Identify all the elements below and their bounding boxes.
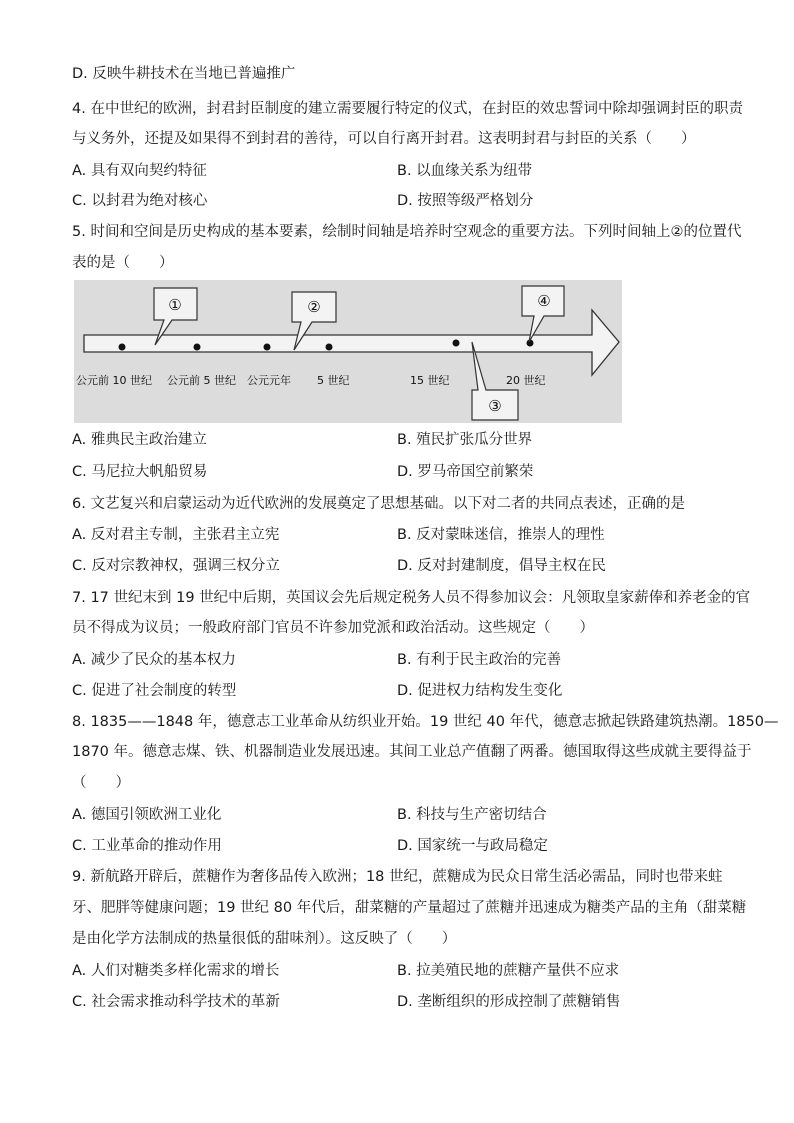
q4-stem-line2: 与义务外，还提及如果得不到封君的善待，可以自行离开封君。这表明封君与封臣的关系（ ） [72, 131, 696, 147]
q9-stem-line1: 9. 新航路开辟后，蔗糖作为奢侈品传入欧洲；18 世纪，蔗糖成为民众日常生活必需品，同时也带来蛀 [72, 869, 723, 885]
q7-option-c: C. 促进了社会制度的转型 [72, 683, 237, 699]
timeline-dot [119, 344, 126, 351]
q9-stem-line3: 是由化学方法制成的热量很低的甜味剂）。这反映了（ ） [72, 931, 457, 947]
timeline-dot [264, 344, 271, 351]
timeline-dot [326, 344, 333, 351]
q5-option-d: D. 罗马帝国空前繁荣 [397, 464, 534, 480]
timeline-label: 5 世纪 [317, 374, 350, 387]
timeline-label: 20 世纪 [506, 374, 546, 387]
q4-option-b: B. 以血缘关系为纽带 [397, 163, 533, 179]
q9-option-a: A. 人们对糖类多样化需求的增长 [72, 963, 280, 979]
q9-option-d: D. 垄断组织的形成控制了蔗糖销售 [397, 994, 621, 1010]
q6-stem-line1: 6. 文艺复兴和启蒙运动为近代欧洲的发展奠定了思想基础。以下对二者的共同点表述，正确的是 [72, 496, 685, 512]
q8-stem-line1: 8. 1835——1848 年，德意志工业革命从纺织业开始。19 世纪 40 年代，德意志掀起铁路建筑热潮。1850— [72, 714, 779, 730]
q7-option-d: D. 促进权力结构发生变化 [397, 683, 563, 699]
marker-callout-4 [522, 286, 564, 342]
q5-stem-line1: 5. 时间和空间是历史构成的基本要素，绘制时间轴是培养时空观念的重要方法。下列时间轴上②的位置代 [72, 224, 742, 240]
q4-stem-line1: 4. 在中世纪的欧洲，封君封臣制度的建立需要履行特定的仪式，在封臣的效忠誓词中除却强调封臣的职责 [72, 101, 743, 117]
timeline-label: 公元元年 [247, 374, 291, 387]
q8-stem-line2: 1870 年。德意志煤、铁、机器制造业发展迅速。其间工业总产值翻了两番。德国取得这些成就主要得益于 [72, 744, 752, 760]
q4-option-c: C. 以封君为绝对核心 [72, 193, 208, 209]
q6-option-a: A. 反对君主专制，主张君主立宪 [72, 527, 280, 543]
q9-option-c: C. 社会需求推动科学技术的革新 [72, 994, 280, 1010]
q8-option-d: D. 国家统一与政局稳定 [397, 838, 548, 854]
q5-stem-line2: 表的是（ ） [72, 255, 174, 271]
q8-option-c: C. 工业革命的推动作用 [72, 838, 222, 854]
q5-option-b: B. 殖民扩张瓜分世界 [397, 432, 533, 448]
q6-option-d: D. 反对封建制度，倡导主权在民 [397, 558, 606, 574]
timeline-figure [74, 280, 622, 423]
timeline-dot [453, 340, 460, 347]
q4-option-d: D. 按照等级严格划分 [397, 193, 534, 209]
timeline-dot [194, 344, 201, 351]
q8-stem-line3: （ ） [72, 775, 130, 791]
marker-4: ④ [537, 292, 551, 310]
timeline-label: 15 世纪 [410, 374, 450, 387]
q7-option-a: A. 减少了民众的基本权力 [72, 652, 236, 668]
q9-option-b: B. 拉美殖民地的蔗糖产量供不应求 [397, 963, 620, 979]
q7-stem-line2: 员不得成为议员；一般政府部门官员不许参加党派和政治活动。这些规定（ ） [72, 620, 594, 636]
q7-stem-line1: 7. 17 世纪末到 19 世纪中后期，英国议会先后规定税务人员不得参加议会：凡领取皇家薪俸和养老金的官 [72, 590, 751, 606]
q7-option-b: B. 有利于民主政治的完善 [397, 652, 562, 668]
timeline-label: 公元前 5 世纪 [167, 374, 236, 387]
q4-option-a: A. 具有双向契约特征 [72, 163, 207, 179]
q5-option-a: A. 雅典民主政治建立 [72, 432, 207, 448]
marker-2: ② [307, 298, 321, 316]
timeline-label: 公元前 10 世纪 [76, 374, 152, 387]
q3-option-d: D. 反映牛耕技术在当地已普遍推广 [72, 66, 296, 82]
marker-1: ① [168, 296, 182, 314]
q8-option-b: B. 科技与生产密切结合 [397, 807, 547, 823]
q6-option-c: C. 反对宗教神权，强调三权分立 [72, 558, 280, 574]
q9-stem-line2: 牙、肥胖等健康问题；19 世纪 80 年代后，甜菜糖的产量超过了蔗糖并迅速成为糖类产品的主角（甜菜糖 [72, 900, 747, 916]
q5-option-c: C. 马尼拉大帆船贸易 [72, 464, 208, 480]
q8-option-a: A. 德国引领欧洲工业化 [72, 807, 222, 823]
q6-option-b: B. 反对蒙昧迷信，推崇人的理性 [397, 527, 605, 543]
marker-3: ③ [488, 397, 502, 415]
